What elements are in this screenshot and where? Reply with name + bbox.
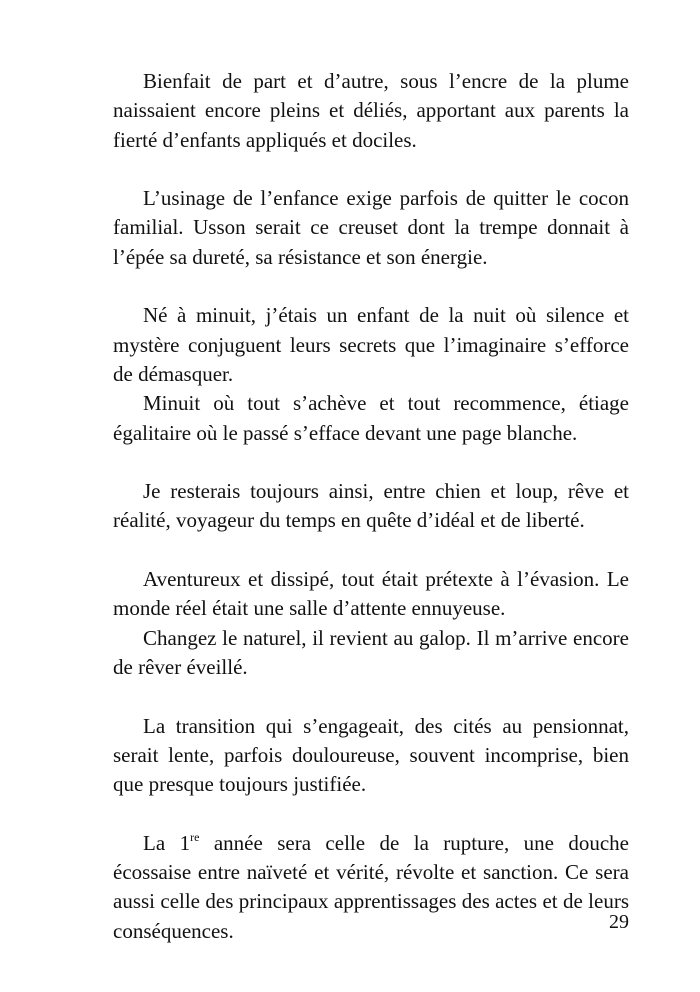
body-text <box>113 67 629 946</box>
paragraph-5: Je resterais toujours ainsi, entre chien et loup, rêve et réalité, voyageur du temps en quête d’idéal et de liberté. <box>113 479 629 533</box>
paragraph-6: Aventureux et dissipé, tout était prétexte à l’évasion. Le monde réel était une salle d’attente ennuyeuse. <box>113 567 629 621</box>
page-number: 29 <box>609 911 629 933</box>
paragraph-2: L’usinage de l’enfance exige parfois de quitter le cocon familial. Usson serait ce creuset dont la trempe donnait à l’épée sa dureté, sa résistance et son énergie. <box>113 186 629 269</box>
paragraph-9 <box>113 829 629 946</box>
paragraph-7: Changez le naturel, il revient au galop. Il m’arrive encore de rêver éveillé. <box>113 625 629 679</box>
paragraph-3: Né à minuit, j’étais un enfant de la nuit où silence et mystère conjuguent leurs secrets que l’imaginaire s’efforce de démasquer. <box>113 303 629 386</box>
paragraph-9-rest: année sera celle de la rupture, une douche écossaise entre naïveté et vérité, révolte et sanction. Ce sera aussi celle des principaux apprentissages des actes et de leurs conséquences. <box>113 830 629 943</box>
paragraph-1: Bienfait de part et d’autre, sous l’encre de la plume naissaient encore pleins et déliés, apportant aux parents la fierté d’enfants appliqués et dociles. <box>113 69 629 152</box>
paragraph-8: La transition qui s’engageait, des cités au pensionnat, serait lente, parfois douloureuse, souvent incomprise, bien que presque toujours justifiée. <box>113 713 629 797</box>
paragraph-9-prefix: La 1 <box>143 830 191 855</box>
ordinal-superscript: re <box>190 829 200 844</box>
paragraph-4: Minuit où tout s’achève et tout recommence, étiage égalitaire où le passé s’efface devant une page blanche. <box>113 391 629 445</box>
